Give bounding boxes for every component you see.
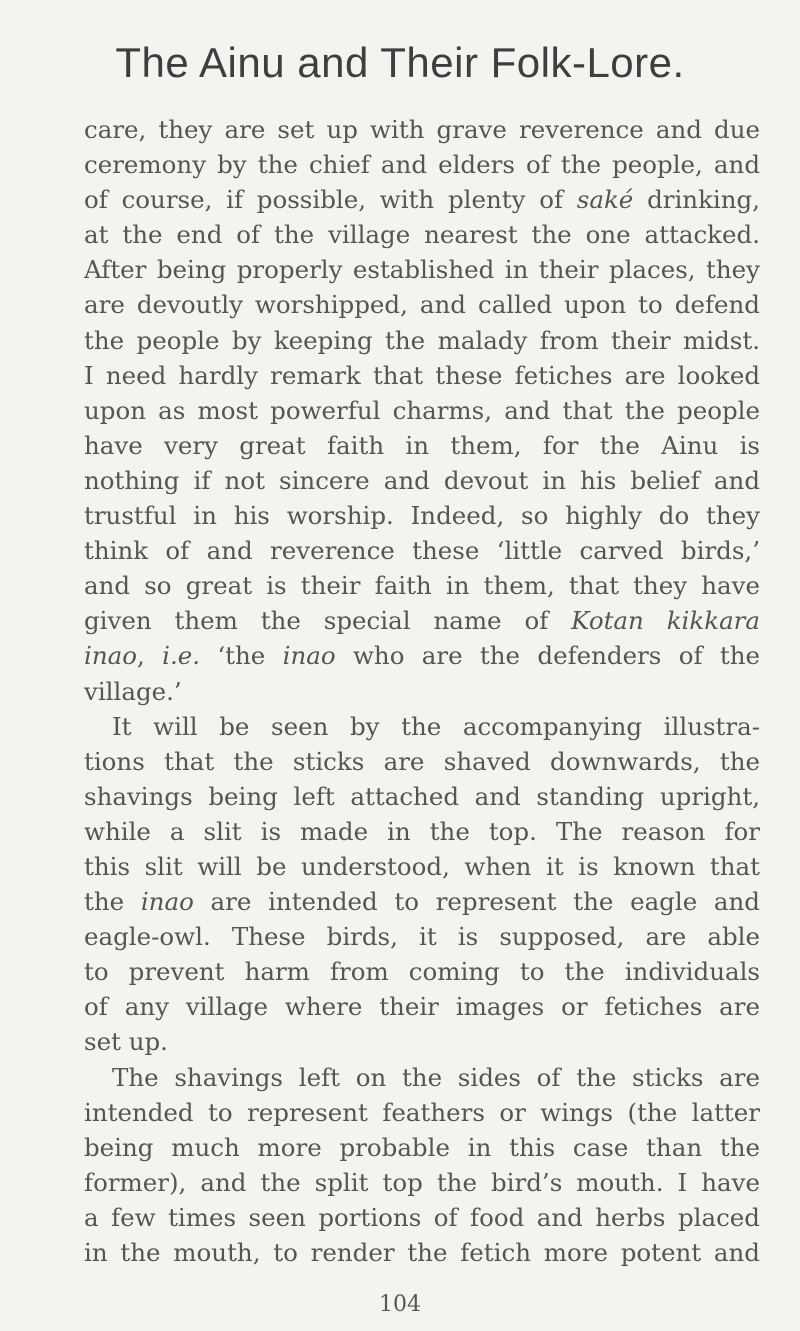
text-line: It will be seen by the accompanying illustra- bbox=[112, 711, 760, 741]
text-line: intended to represent feathers or wings (the latter bbox=[84, 1097, 760, 1127]
paragraph-3 bbox=[84, 1060, 760, 1271]
text-line: nothing if not sincere and devout in his belief and bbox=[84, 465, 760, 495]
text-line: the inao are intended to represent the eagle and bbox=[84, 887, 760, 917]
text-line: in the mouth, to render the fetich more potent and bbox=[84, 1238, 760, 1267]
text-line: this slit will be understood, when it is known that bbox=[84, 851, 760, 881]
text-line: of course, if possible, with plenty of saké drinking, bbox=[84, 185, 761, 215]
text-line: have very great faith in them, for the Ainu is bbox=[84, 430, 760, 460]
text-line: set up. bbox=[84, 1027, 168, 1057]
text-line: are devoutly worshipped, and called upon to defend bbox=[84, 290, 760, 320]
text-line: the people by keeping the malady from their midst. bbox=[84, 325, 760, 355]
text-line: former), and the split top the bird’s mouth. I have bbox=[84, 1167, 760, 1197]
text-line: ceremony by the chief and elders of the people, and bbox=[84, 150, 760, 180]
text-line: trustful in his worship. Indeed, so highly do they bbox=[84, 501, 760, 531]
text-line: The shavings left on the sides of the sticks are bbox=[112, 1062, 760, 1092]
text-line: eagle-owl. These birds, it is supposed, are able bbox=[84, 922, 760, 952]
text-line: at the end of the village nearest the one attacked. bbox=[84, 220, 760, 250]
text-line: think of and reverence these ‘little carved birds,’ bbox=[84, 536, 760, 566]
text-line: village.’ bbox=[84, 676, 182, 706]
text-line: and so great is their faith in them, that they have bbox=[84, 571, 760, 601]
text-line: to prevent harm from coming to the individuals bbox=[84, 957, 760, 987]
text-line: I need hardly remark that these fetiches are looked bbox=[84, 360, 760, 390]
text-line: while a slit is made in the top. The reason for bbox=[84, 816, 760, 846]
body-text bbox=[84, 112, 760, 1270]
text-line: After being properly established in their places, they bbox=[84, 255, 760, 285]
text-line: of any village where their images or fetiches are bbox=[84, 992, 760, 1022]
running-head: The Ainu and Their Folk-Lore. bbox=[115, 39, 685, 86]
text-line: tions that the sticks are shaved downwards, the bbox=[84, 746, 760, 776]
text-line: given them the special name of Kotan kikkara bbox=[84, 606, 760, 636]
paragraph-1 bbox=[84, 112, 760, 709]
text-line: care, they are set up with grave reverence and due bbox=[84, 115, 760, 144]
text-line: a few times seen portions of food and herbs placed bbox=[84, 1202, 760, 1232]
text-line: shavings being left attached and standing upright, bbox=[84, 781, 760, 811]
paragraph-2 bbox=[84, 709, 760, 1060]
page-number: 104 bbox=[379, 1292, 421, 1317]
text-line: inao, i.e. ‘the inao who are the defenders of the bbox=[84, 641, 760, 671]
text-line: being much more probable in this case than the bbox=[84, 1132, 760, 1162]
text-line: upon as most powerful charms, and that the people bbox=[84, 395, 760, 425]
